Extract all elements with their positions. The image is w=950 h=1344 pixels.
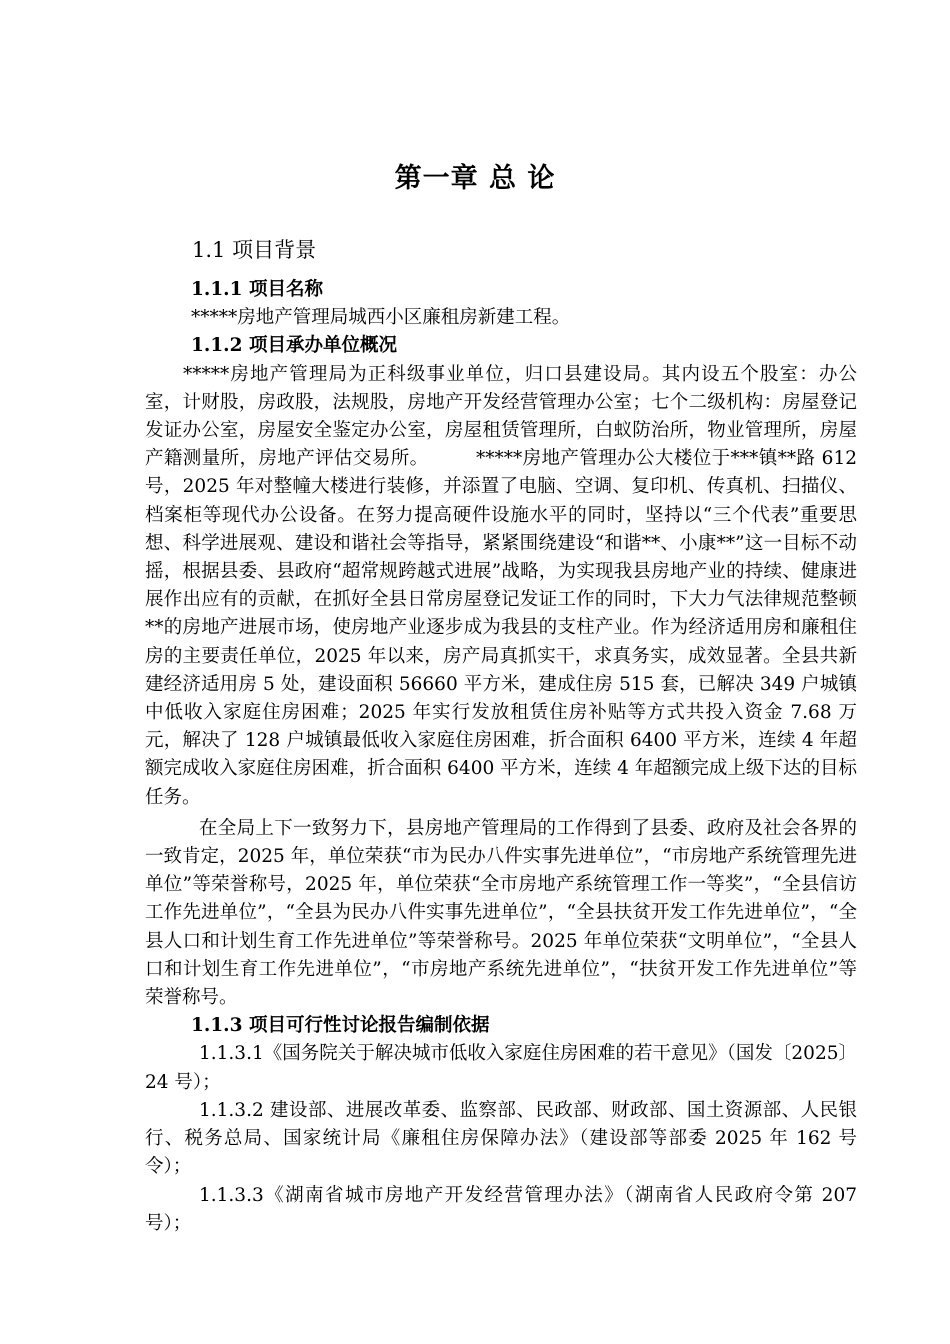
section-heading-1-1: 1.1 项目背景 <box>192 238 317 262</box>
basis-item-3: 1.1.3.3《湖南省城市房地产开发经营管理办法》（湖南省人民政府令第 207 号）； <box>145 1184 857 1234</box>
paragraph-honors: 在全局上下一致努力下，县房地产管理局的工作得到了县委、政府及社会各界的一致肯定，2025 年，单位荣获“市为民办八件实事先进单位”，“市房地产系统管理先进单位”等荣誉称号，2025 年，单位荣获“全市房地产系统管理工作一等奖”，“全县信访工作先进单位”，“全县为民办八件实事先进单位”，“全县扶贫开发工作先进单位”，“全县人口和计划生育工作先进单位”等荣誉称号。2025 年单位荣获“文明单位”，“全县人口和计划生育工作先进单位”，“市房地产系统先进单位”，“扶贫开发工作先进单位”等荣誉称号。 <box>145 817 857 1009</box>
subheading-unit-overview: 1.1.2 项目承办单位概况 <box>191 335 397 357</box>
subheading-basis: 1.1.3 项目可行性讨论报告编制依据 <box>191 1015 490 1037</box>
paragraph-unit-overview: *****房地产管理局为正科级事业单位，归口县建设局。其内设五个股室：办公室，计财股，房政股，法规股，房地产开发经营管理办公室；七个二级机构：房屋登记发证办公室，房屋安全鉴定办公室，房屋租赁管理所，白蚁防治所，物业管理所，房屋产籍测量所，房地产评估交易所。 *****房地产管理办公大楼位于***镇**路 612 号，2025 年对整幢大楼进行装修，并添置了电脑、空调、复印机、传真机、扫描仪、档案柜等现代办公设备。在努力提高硬件设施水平的同时，坚持以“三个代表”重要思想、科学进展观、建设和谐社会等指导，紧紧围绕建设“和谐**、小康**”这一目标不动摇，根据县委、县政府“超常规跨越式进展”战略，为实现我县房地产业的持续、健康进展作出应有的贡献，在抓好全县日常房屋登记发证工作的同时，下大力气法律规范整顿**的房地产进展市场，使房地产业逐步成为我县的支柱产业。作为经济适用房和廉租住房的主要责任单位，2025 年以来，房产局真抓实干，求真务实，成效显著。全县共新建经济适用房 5 处，建设面积 56660 平方米，建成住房 515 套，已解决 349 户城镇中低收入家庭住房困难；2025 年实行发放租赁住房补贴等方式共投入资金 7.68 万元，解决了 128 户城镇最低收入家庭住房困难，折合面积 6400 平方米，连续 4 年超额完成收入家庭住房困难，折合面积 6400 平方米，连续 4 年超额完成上级下达的目标任务。 <box>145 363 857 808</box>
paragraph-project-name: *****房地产管理局城西小区廉租房新建工程。 <box>191 307 571 329</box>
chapter-title: 第一章 总 论 <box>394 163 556 194</box>
subheading-project-name: 1.1.1 项目名称 <box>191 279 323 300</box>
document-body <box>145 276 857 1238</box>
basis-item-2: 1.1.3.2 建设部、进展改革委、监察部、民政部、财政部、国土资源部、人民银行、税务总局、国家统计局《廉租住房保障办法》（建设部等部委 2025 年 162 号令）； <box>145 1099 857 1178</box>
basis-item-1: 1.1.3.1《国务院关于解决城市低收入家庭住房困难的若干意见》（国发〔2025〕24 号）； <box>145 1043 857 1093</box>
